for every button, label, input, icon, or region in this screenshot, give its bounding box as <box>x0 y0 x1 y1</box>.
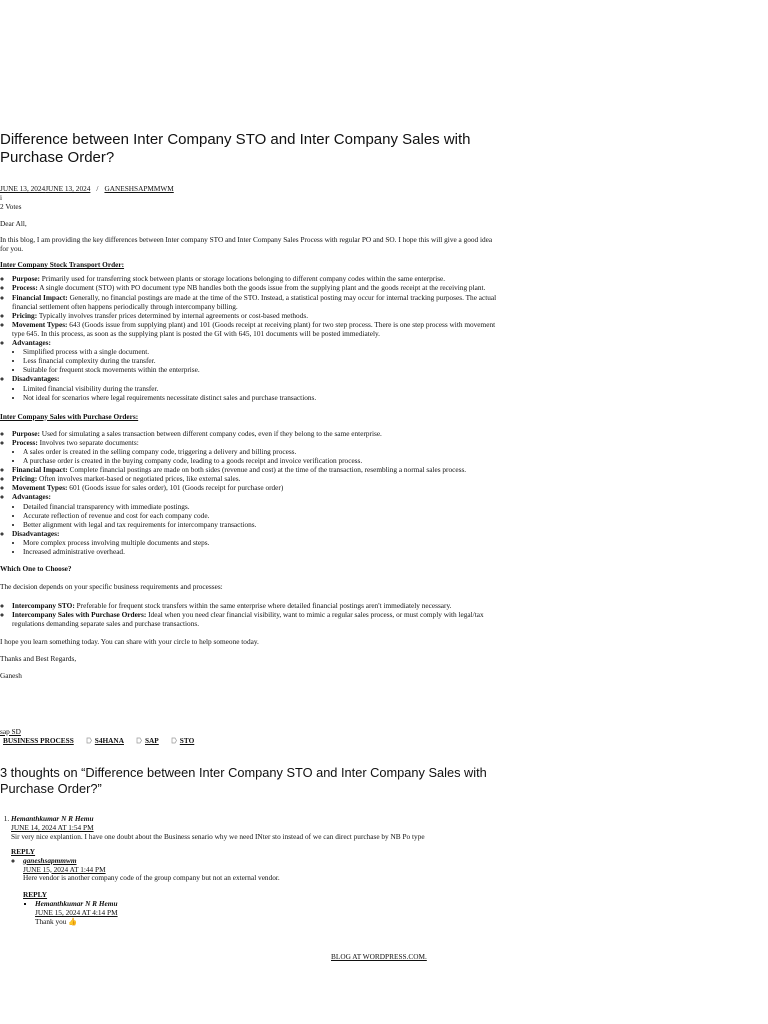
reply-button[interactable]: REPLY <box>11 846 36 856</box>
comment-text: Here vendor is another company code of the group company but not an external vendor. <box>23 873 280 883</box>
list-item: ◦ Process: Involves two separate documents: • A sales order is created in the selling company code, triggering a delivery and billing process. • A purchase order is created in the buying company code, leading to a goods receipt and invoice verification process. <box>12 438 500 465</box>
footer-wordpress-link[interactable]: BLOG AT WORDPRESS.COM. <box>331 952 427 961</box>
section-heading-sto: Inter Company Stock Transport Order: <box>0 260 125 270</box>
list-item: ◦ Movement Types: 643 (Goods issue from supplying plant) and 101 (Goods receipt at receiving plant) for two step process. There is one step process with movement type 645. In this process, as soon as the supplying plant is posted the GI with 645, 101 documents will be posted immediately. <box>12 320 500 338</box>
list-item: ◦ Purpose: Used for simulating a sales transaction between different company codes, even if they belong to the same enterprise. <box>12 429 500 438</box>
date-published: JUNE 13, 2024 <box>0 184 46 193</box>
list-item-disadvantages: ◦ Disadvantages: • Limited financial visibility during the transfer. • Not ideal for scenarios where legal requirements necessitate distinct sales and purchase transactions. <box>12 374 500 401</box>
intro-paragraph: In this blog, I am providing the key differences between Inter company STO and Inter Company Sales Process with regular PO and SO. I hope this will give a good idea for you. <box>0 235 493 254</box>
comment-date-link[interactable]: JUNE 15, 2024 AT 1:44 PM <box>23 864 106 874</box>
sto-list <box>0 274 500 401</box>
list-item: • A purchase order is created in the buying company code, leading to a goods receipt and invoice verification process. <box>23 456 500 465</box>
greeting: Dear All, <box>0 219 27 228</box>
post-content <box>0 219 500 687</box>
comment-date-link[interactable]: JUNE 15, 2024 AT 4:14 PM <box>35 908 118 918</box>
list-item: • A sales order is created in the selling company code, triggering a delivery and billing process. <box>23 447 500 456</box>
list-item: ◦ Process: A single document (STO) with PO document type NB handles both the goods issue from the supplying plant and the goods receipt at the receiving plant. <box>12 283 500 292</box>
list-item: ◦ Intercompany STO: Preferable for frequent stock transfers within the same enterprise where detailed financial postings aren't immediately necessary. <box>12 601 500 610</box>
comments-heading: 3 thoughts on “Difference between Inter Company STO and Inter Company Sales with Purchase Order?” <box>0 765 487 796</box>
comment-date-link[interactable]: JUNE 14, 2024 AT 1:54 PM <box>11 822 94 832</box>
list-item: ◦ Pricing: Often involves market-based or negotiated prices, like external sales. <box>12 474 500 483</box>
list-item: • Increased administrative overhead. <box>23 547 500 556</box>
list-item: ◦ Pricing: Typically involves transfer prices determined by internal agreements or cost-based methods. <box>12 311 500 320</box>
choose-text: The decision depends on your specific business requirements and processes: <box>0 582 223 592</box>
votes-count: 2 Votes <box>0 202 22 211</box>
choose-list <box>0 601 500 628</box>
regards: Thanks and Best Regards, <box>0 653 77 663</box>
choose-heading: Which One to Choose? <box>0 564 72 574</box>
date-updated: JUNE 13, 2024 <box>45 184 91 193</box>
tag-sto[interactable]: STO <box>171 736 194 745</box>
comment-author-link[interactable]: ganeshsapmmwm <box>23 855 77 865</box>
list-item-disadvantages: ◦ Disadvantages: • More complex process involving multiple documents and steps. • Increased administrative overhead. <box>12 529 500 556</box>
list-item-advantages: ◦ Advantages: • Detailed financial transparency with immediate postings. • Accurate reflection of revenue and cost for each company code. • Better alignment with legal and tax requirements for intercompany transactions. <box>12 492 500 528</box>
list-item: ◦ Movement Types: 601 (Goods issue for sales order), 101 (Goods receipt for purchase order) <box>12 483 500 492</box>
list-item: • Limited financial visibility during the transfer. <box>23 384 500 393</box>
list-item: • Suitable for frequent stock movements within the enterprise. <box>23 365 500 374</box>
tag-icon <box>171 737 177 744</box>
sales-list <box>0 429 500 556</box>
comments-section <box>0 815 520 927</box>
post-tags <box>0 727 194 745</box>
category-link[interactable]: sap SD <box>0 727 21 736</box>
rating-info: i <box>0 193 3 202</box>
tag-icon <box>136 737 142 744</box>
tag-icon <box>86 737 92 744</box>
comment-text: Sir very nice explantion. I have one doubt about the Business senario why we need INter sto instead of we can direct purchase by NB Po type <box>11 831 425 841</box>
list-item: • Detailed financial transparency with immediate postings. <box>23 502 500 511</box>
list-item: ◦ Financial Impact: Complete financial postings are made on both sides (revenue and cost) at the time of the transaction, resembling a normal sales process. <box>12 465 500 474</box>
list-item: • Less financial complexity during the transfer. <box>23 356 500 365</box>
comment-author: 1. Hemanthkumar N R Hemu <box>11 814 94 823</box>
list-item: • Better alignment with legal and tax requirements for intercompany transactions. <box>23 520 500 529</box>
list-item: • Not ideal for scenarios where legal requirements necessitate distinct sales and purchase transactions. <box>23 393 500 402</box>
section-heading-sales: Inter Company Sales with Purchase Orders: <box>0 411 139 421</box>
post-meta <box>0 184 174 193</box>
meta-separator: / <box>96 184 99 193</box>
list-item: • Accurate reflection of revenue and cost for each company code. <box>23 511 500 520</box>
list-item: • More complex process involving multiple documents and steps. <box>23 538 500 547</box>
tag-sap[interactable]: SAP <box>136 736 159 745</box>
signature: Ganesh <box>0 670 22 680</box>
comment <box>23 857 520 927</box>
list-item: ◦ Purpose: Primarily used for transferring stock between plants or storage locations belonging to different company codes within the same enterprise. <box>12 274 500 283</box>
list-item: • Simplified process with a single document. <box>23 347 500 356</box>
author-link[interactable]: GANESHSAPMMWM <box>104 184 174 193</box>
comment <box>11 815 520 927</box>
post-title: Difference between Inter Company STO and Inter Company Sales with Purchase Order? <box>0 131 471 166</box>
list-item-advantages: ◦ Advantages: • Simplified process with a single document. • Less financial complexity during the transfer. • Suitable for frequent stock movements within the enterprise. <box>12 338 500 374</box>
tag-business-process[interactable]: BUSINESS PROCESS <box>3 736 74 745</box>
list-item: ◦ Financial Impact: Generally, no financial postings are made at the time of the STO. Instead, a statistical posting may occur for internal tracking purposes. The actual financial settlement often happens periodically through intercompany billing. <box>12 293 500 311</box>
reply-button[interactable]: REPLY <box>23 890 48 900</box>
comment-text: Thank you 👍 <box>35 917 78 927</box>
comment-author: ▪ Hemanthkumar N R Hemu <box>35 899 118 909</box>
list-item: ◦ Intercompany Sales with Purchase Orders: Ideal when you need clear financial visibility, want to mimic a regular sales process, or must comply with legal/tax regulations demanding separate sales and purchase transactions. <box>12 610 500 628</box>
comment <box>35 900 520 927</box>
post-date-link[interactable] <box>0 184 90 193</box>
closing-paragraph: I hope you learn something today. You can share with your circle to help someone today. <box>0 636 259 646</box>
tag-s4hana[interactable]: S4HANA <box>86 736 124 745</box>
